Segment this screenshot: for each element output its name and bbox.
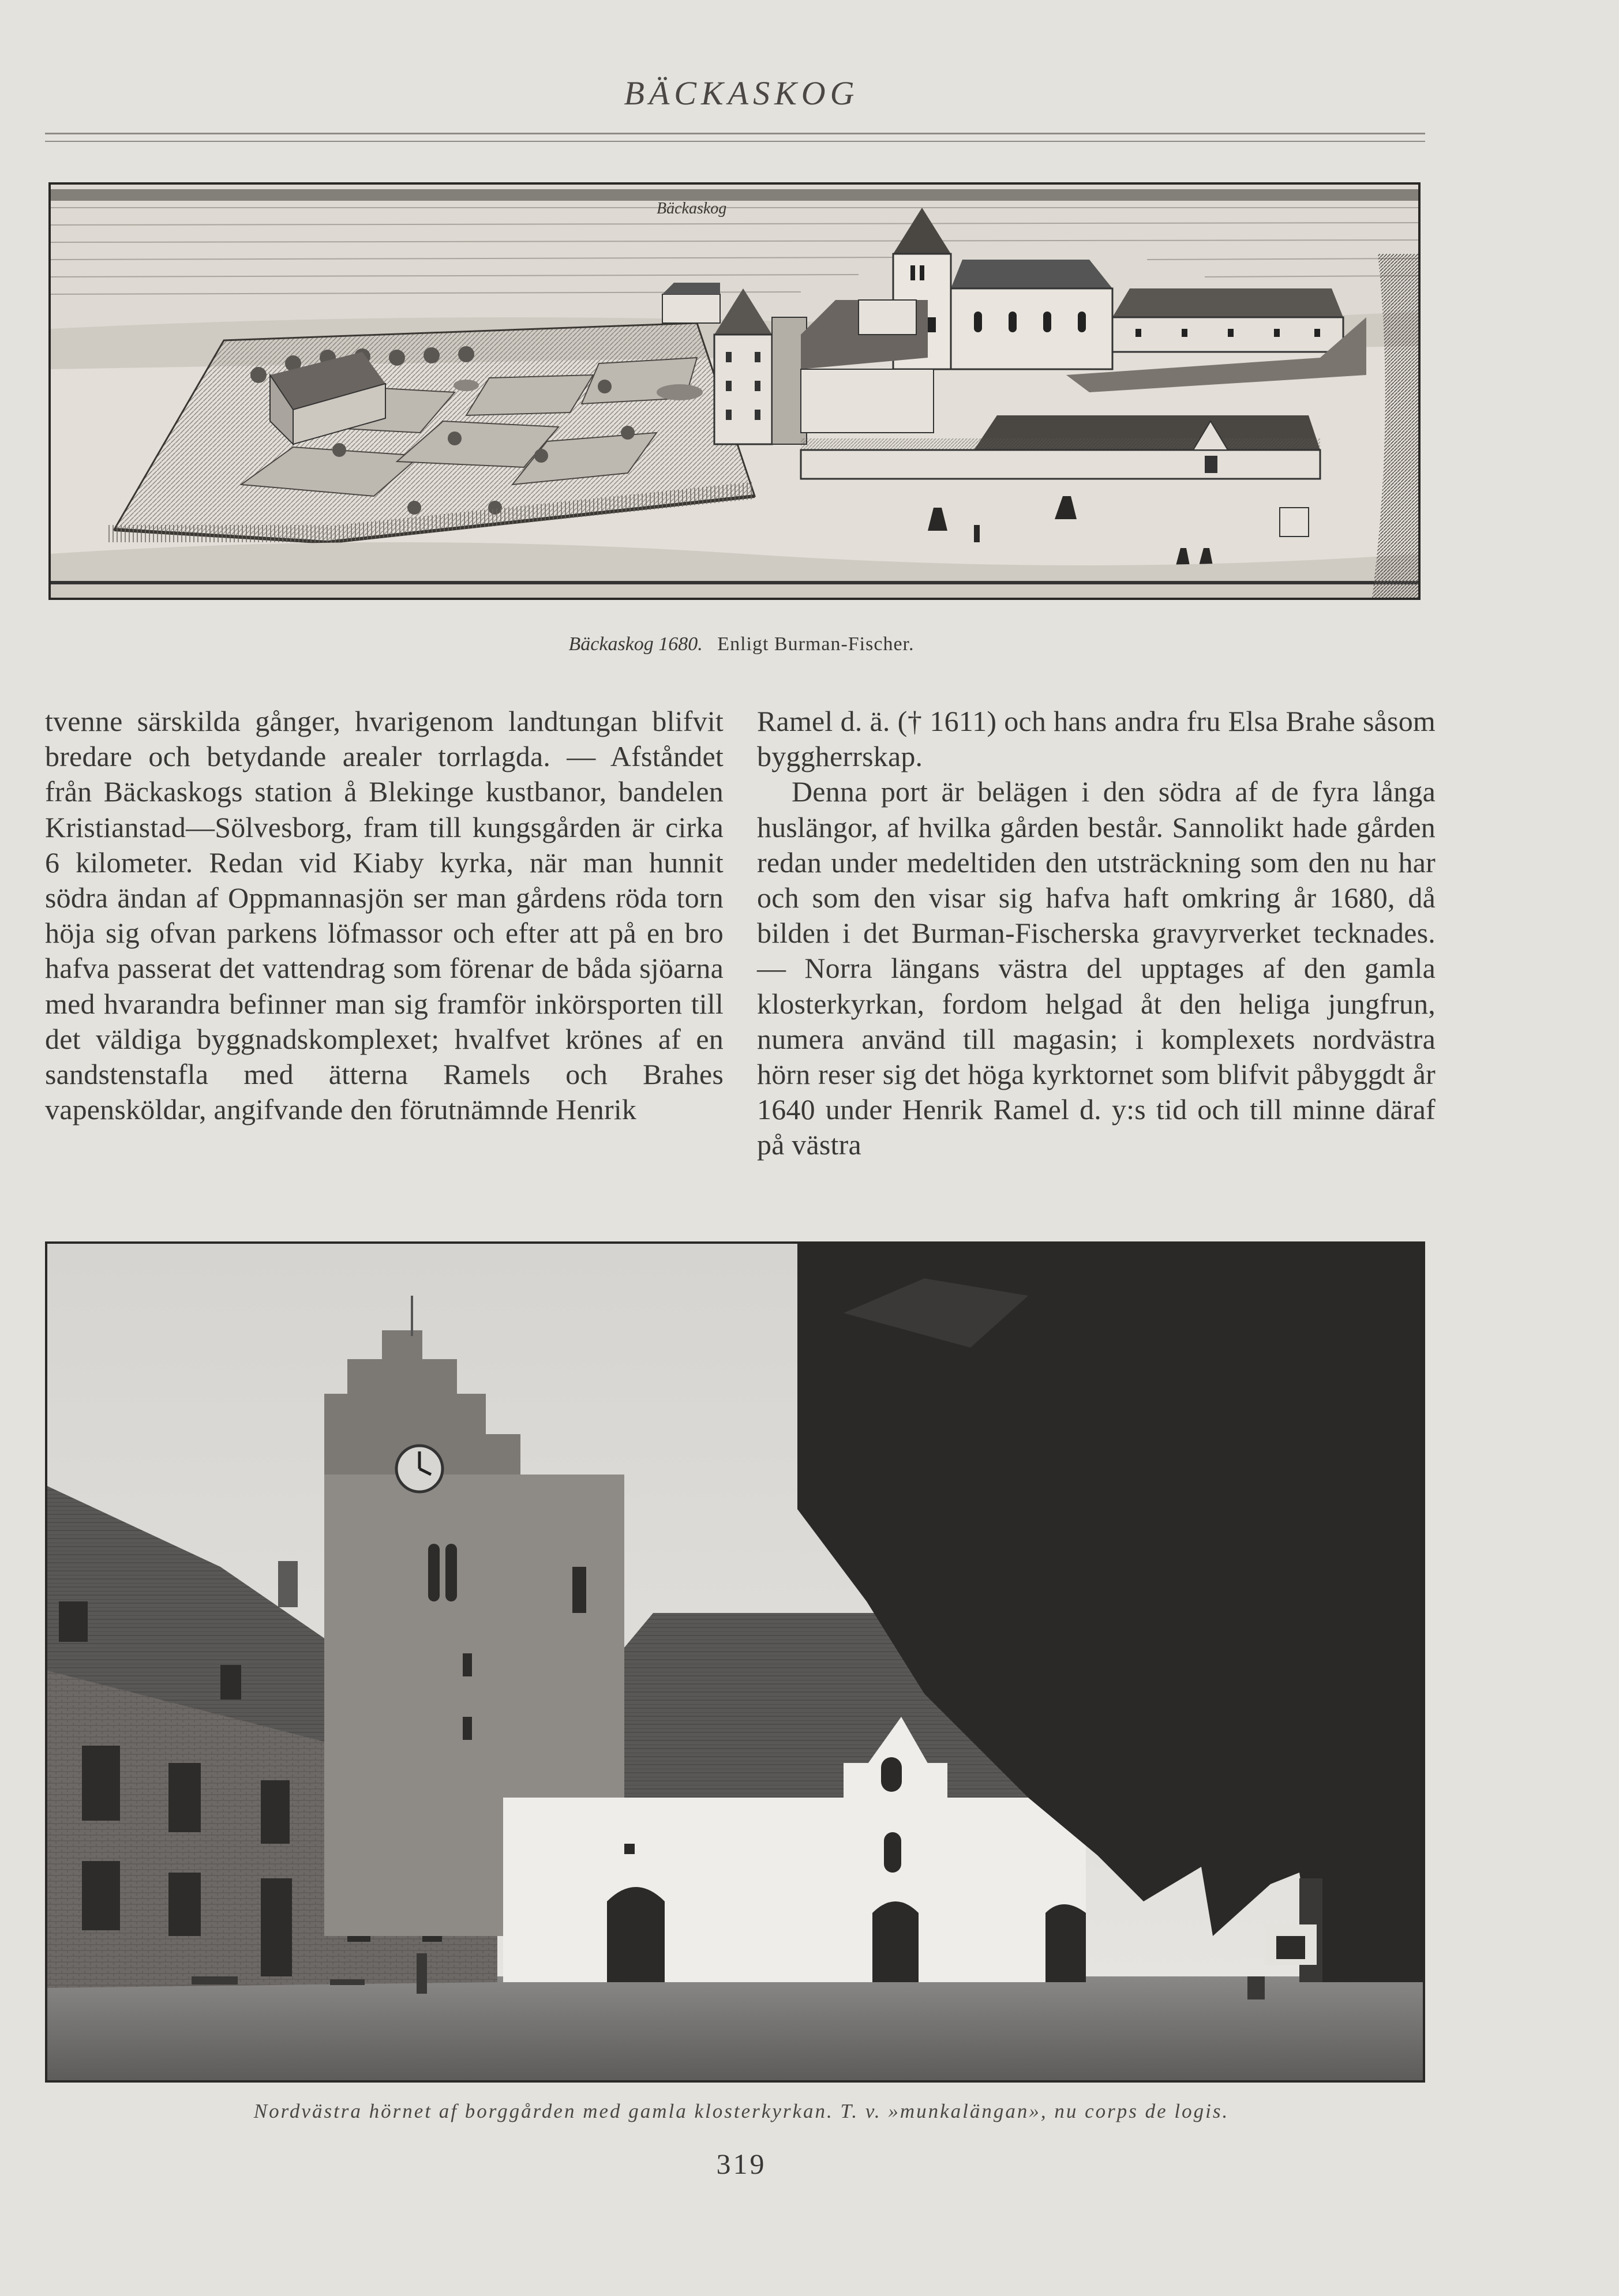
header-rule-thin: [45, 141, 1425, 142]
page-number: 319: [716, 2148, 767, 2180]
right-paragraph-1: Ramel d. ä. († 1611) och hans andra fru Elsa Brahe såsom byggherrskap.: [757, 705, 1436, 773]
right-paragraph-2: Denna port är belägen i den södra af de fyra långa huslängor, af hvilka gården består. Sannolikt hade gården redan under medeltiden den utsträckning som den nu har och som den visar sig hafva haft omkring år 1680, då bilden i det Burman-Fischerska gravyrverket tecknades. — Norra längans västra del upptages af den gamla klosterkyrkan, fordom helgad åt den heliga jungfrun, numera använd till magasin; i komplexets nordvästra hörn reser sig det höga kyrktornet som blifvit påbyggdt år 1640 under Henrik Ramel d. y:s tid och till minne däraf på västra: [757, 775, 1436, 1161]
header-rule: [45, 133, 1425, 134]
engraving-inscription: Bäckaskog: [657, 200, 727, 217]
courtyard-photograph: [47, 1244, 1423, 2080]
bottom-figure-caption: Nordvästra hörnet af borggården med gamla klosterkyrkan. T. v. »munkalängan», nu corps de logis.: [253, 2100, 1230, 2122]
top-figure-caption: [0, 633, 1483, 655]
left-text-column: [45, 704, 724, 1127]
engraving-plate: [48, 182, 1421, 600]
running-head: BÄCKASKOG: [624, 74, 859, 112]
caption-title: Bäckaskog 1680.: [568, 633, 703, 655]
photograph-plate: [45, 1241, 1425, 2083]
caption-credit: Enligt Burman-Fischer.: [717, 633, 915, 655]
right-text-column: [757, 704, 1436, 1163]
left-paragraph: tvenne särskilda gånger, hvarigenom landtungan blifvit bredare och betydande arealer torrlagda. — Afståndet från Bäckaskogs station å Blekinge kustbanor, bandelen Kristianstad—Sölvesborg, fram till kungsgården är cirka 6 kilometer. Redan vid Kiaby kyrka, när man hunnit södra ändan af Oppmannasjön ser man gårdens röda torn höja sig ofvan parkens löfmassor och efter att på en bro hafva passerat det vattendrag som förenar de båda sjöarna med hvarandra befinner man sig framför inkörsporten till det väldiga byggnadskomplexet; hvalfvet krönes af en sandstenstafla med ätterna Ramels och Brahes vapensköldar, angifvande den förutnämnde Henrik: [45, 705, 724, 1126]
engraving-illustration: [51, 185, 1418, 598]
